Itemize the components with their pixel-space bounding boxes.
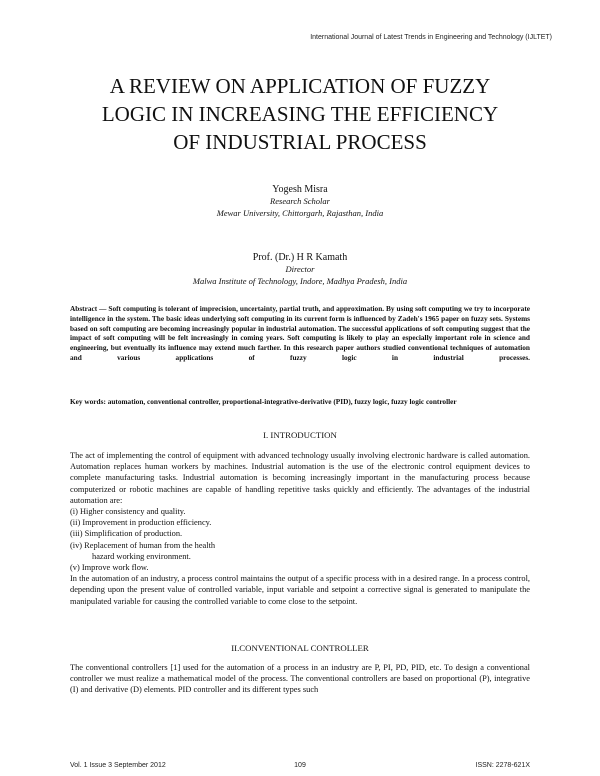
- introduction-body: [70, 450, 530, 607]
- list-item: (v) Improve work flow.: [70, 563, 149, 573]
- conventional-controller-body: [70, 662, 530, 696]
- footer-volume: Vol. 1 Issue 3 September 2012: [70, 762, 166, 769]
- paragraph: The act of implementing the control of equipment with advanced technology usually involving electronic hardware is called automation. Automation replaces human workers by machines. Industrial automation is the use of the electronic control equipment devices to complete manufacturing tasks. Industrial automation is becoming increasingly important in the manufacturing process because computerized or robotic machines are capable of handling repetitive tasks quickly and efficiently. The advantages of the industrial automation are:: [70, 451, 530, 505]
- author-role: Director: [285, 264, 315, 274]
- author-name: Prof. (Dr.) H R Kamath: [252, 252, 348, 263]
- title-line: A REVIEW ON APPLICATION OF FUZZY: [109, 74, 491, 98]
- title-line: LOGIC IN INCREASING THE EFFICIENCY: [101, 102, 499, 126]
- author-block-2: [60, 251, 540, 287]
- author-block-1: [60, 183, 540, 219]
- list-item: (ii) Improvement in production efficiency.: [70, 518, 212, 528]
- section-heading-conventional-controller: II.CONVENTIONAL CONTROLLER: [231, 643, 369, 653]
- journal-header: International Journal of Latest Trends in Engineering and Technology (IJLTET): [310, 34, 552, 41]
- paragraph: In the automation of an industry, a process control maintains the output of a specific process with in a desired range. In a process control, depending upon the present value of controlled variable, input variable and setpoint a corrective signal is generated to manipulate the manipulated variable for causing the controlled variable to come close to the setpoint.: [70, 574, 530, 606]
- list-item: (i) Higher consistency and quality.: [70, 507, 186, 517]
- section-heading-introduction: I. INTRODUCTION: [263, 430, 337, 440]
- paper-title: [60, 72, 540, 156]
- title-line: OF INDUSTRIAL PROCESS: [173, 130, 427, 154]
- author-role: Research Scholar: [270, 196, 330, 206]
- list-item: (iv) Replacement of human from the health: [70, 540, 216, 550]
- page-number: 109: [294, 762, 306, 769]
- list-item: hazard working environment.: [92, 551, 191, 561]
- list-item: (iii) Simplification of production.: [70, 529, 183, 539]
- author-affiliation: Mewar University, Chittorgarh, Rajasthan, India: [216, 207, 384, 218]
- paragraph: The conventional controllers [1] used for the automation of a process in an industry are P, PI, PD, PID, etc. To design a conventional controller we must realize a mathematical model of the process. The conventional controllers are based on proportional (P), integrative (I) and derivative (D) elements. PID controller and its different types such: [70, 663, 530, 695]
- author-name: Yogesh Misra: [272, 184, 328, 195]
- abstract: Abstract — Soft computing is tolerant of imprecision, uncertainty, partial truth, and approximation. By using soft computing we try to incorporate intelligence in the system. The basic ideas underlying soft computing in its current form is influenced by Zadeh's 1965 paper on fuzzy sets. Systems based on soft computing are becoming increasingly popular in industrial automation. The successful applications of soft computing suggest that the impact of soft computing will be felt increasingly in coming years. Soft computing is likely to play an especially important role in science and engineering, but eventually its influence may extend much farther. In this research paper authors studied conventional techniques of automation and various applications of fuzzy logic in industrial processes.: [70, 304, 530, 362]
- keywords: Key words: automation, conventional controller, proportional-integrative-derivative (PID), fuzzy logic, fuzzy logic controller: [70, 397, 457, 406]
- author-affiliation: Malwa Institute of Technology, Indore, Madhya Pradesh, India: [192, 275, 408, 286]
- footer-issn: ISSN: 2278-621X: [475, 762, 530, 769]
